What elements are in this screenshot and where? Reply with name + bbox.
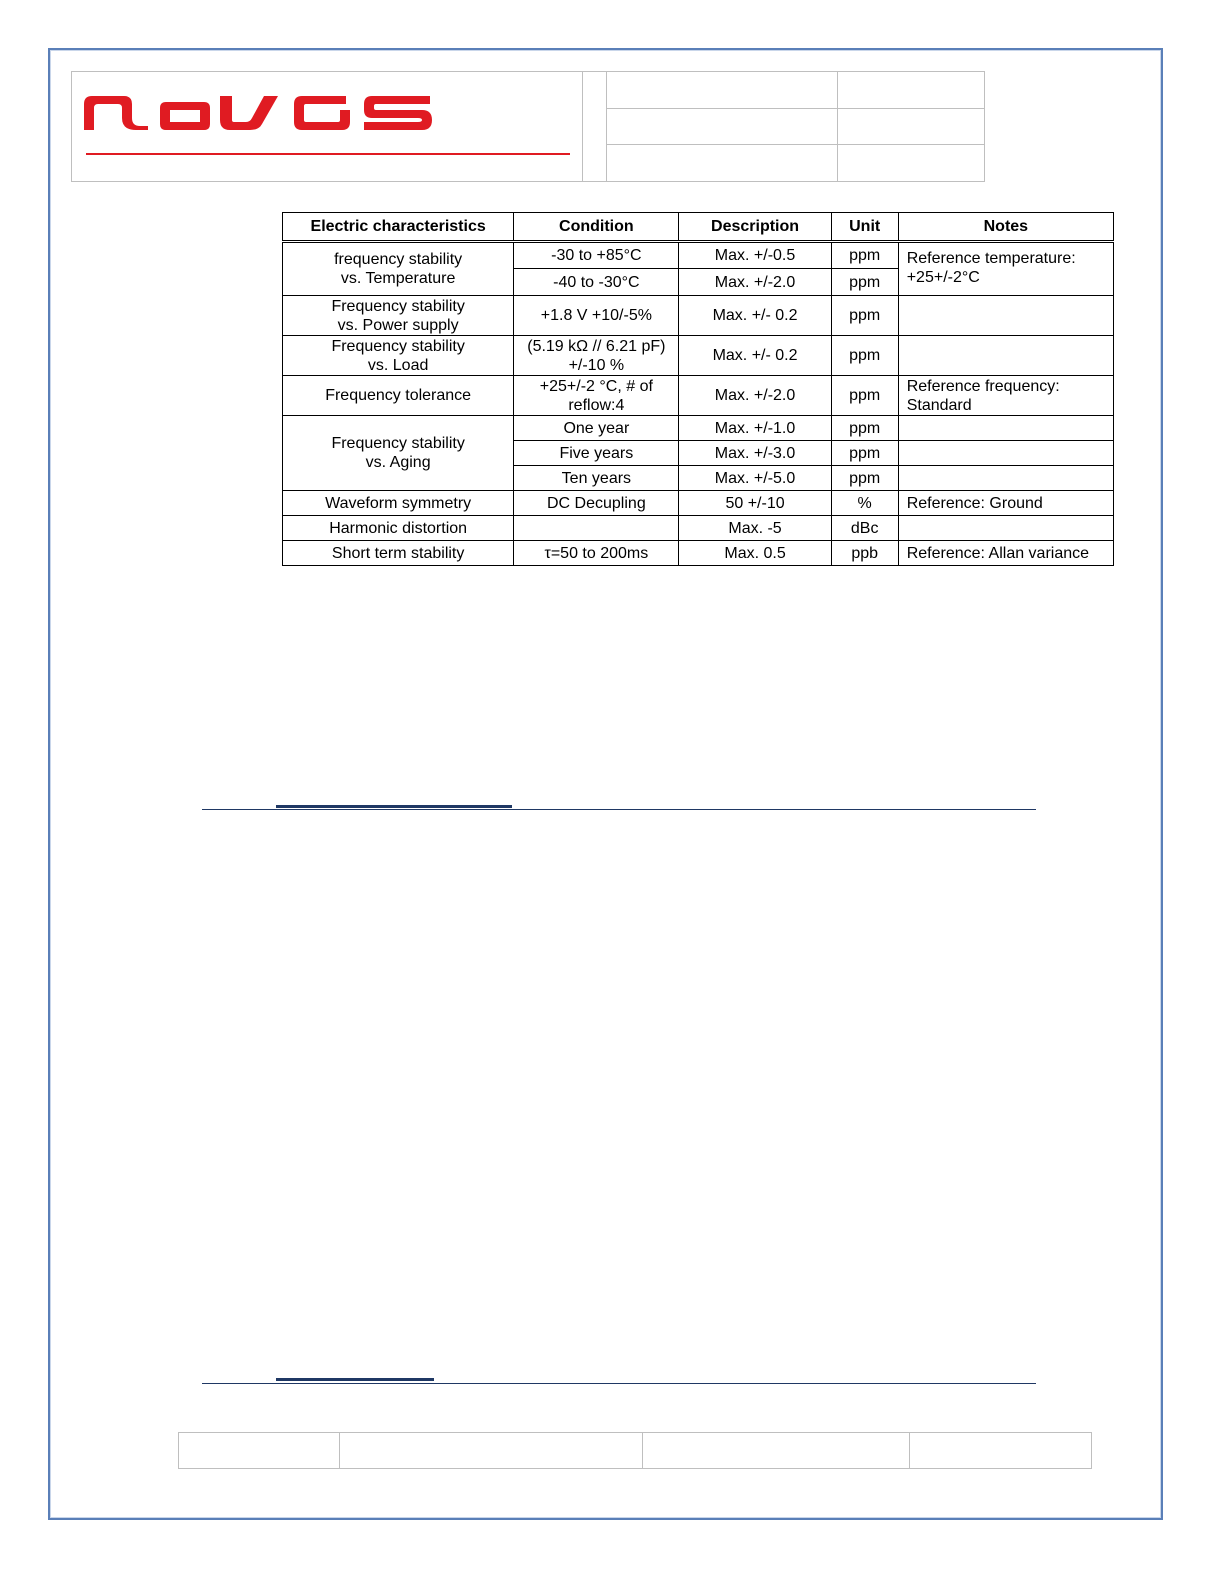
table-row xyxy=(283,416,1114,441)
header-cell: Notes xyxy=(898,213,1113,242)
description-cell: Max. +/-2.0 xyxy=(679,376,831,416)
unit-cell: ppm xyxy=(831,269,898,296)
description-cell: 50 +/-10 xyxy=(679,491,831,516)
unit-cell: ppm xyxy=(831,242,898,269)
condition-cell: Ten years xyxy=(514,466,679,491)
document-footer xyxy=(178,1432,1092,1469)
description-cell: Max. +/- 0.2 xyxy=(679,336,831,376)
footer-col-divider xyxy=(909,1433,910,1468)
characteristic-cell: Frequency stability vs. Aging xyxy=(283,416,514,491)
table-header-row xyxy=(283,213,1114,242)
unit-cell: ppm xyxy=(831,376,898,416)
notes-cell: Reference: Allan variance xyxy=(898,541,1113,566)
header-cell: Description xyxy=(679,213,831,242)
condition-cell: +25+/-2 °C, # of reflow:4 xyxy=(514,376,679,416)
header-row-divider xyxy=(606,108,984,109)
footer-col-divider xyxy=(339,1433,340,1468)
unit-cell: ppm xyxy=(831,296,898,336)
header-cell: Unit xyxy=(831,213,898,242)
logo-underline xyxy=(86,153,570,155)
unit-cell: dBc xyxy=(831,516,898,541)
table-row xyxy=(283,491,1114,516)
table-row xyxy=(283,336,1114,376)
electric-characteristics-table xyxy=(282,212,1114,566)
table-row xyxy=(283,296,1114,336)
document-header xyxy=(71,71,985,182)
table-row xyxy=(283,516,1114,541)
description-cell: Max. +/-0.5 xyxy=(679,242,831,269)
notes-cell xyxy=(898,466,1113,491)
unit-cell: ppm xyxy=(831,466,898,491)
unit-cell: ppm xyxy=(831,416,898,441)
characteristic-cell: frequency stability vs. Temperature xyxy=(283,242,514,296)
characteristic-cell: Waveform symmetry xyxy=(283,491,514,516)
logo-cell xyxy=(72,72,583,181)
table-row xyxy=(283,242,1114,269)
header-row-divider xyxy=(606,144,984,145)
condition-cell: DC Decupling xyxy=(514,491,679,516)
characteristic-cell: Frequency stability vs. Load xyxy=(283,336,514,376)
unit-cell: ppm xyxy=(831,336,898,376)
condition-cell: -30 to +85°C xyxy=(514,242,679,269)
characteristic-cell: Frequency tolerance xyxy=(283,376,514,416)
condition-cell: One year xyxy=(514,416,679,441)
condition-cell: -40 to -30°C xyxy=(514,269,679,296)
description-cell: Max. +/- 0.2 xyxy=(679,296,831,336)
condition-cell: +1.8 V +10/-5% xyxy=(514,296,679,336)
condition-cell xyxy=(514,516,679,541)
notes-cell: Reference: Ground xyxy=(898,491,1113,516)
notes-cell xyxy=(898,416,1113,441)
section-divider xyxy=(202,809,1036,810)
description-cell: Max. +/-2.0 xyxy=(679,269,831,296)
notes-cell xyxy=(898,336,1113,376)
notes-cell xyxy=(898,516,1113,541)
description-cell: Max. +/-1.0 xyxy=(679,416,831,441)
header-info-grid xyxy=(606,72,984,181)
unit-cell: ppm xyxy=(831,441,898,466)
characteristic-cell: Harmonic distortion xyxy=(283,516,514,541)
table-row xyxy=(283,376,1114,416)
header-cell: Electric characteristics xyxy=(283,213,514,242)
description-cell: Max. -5 xyxy=(679,516,831,541)
unit-cell: % xyxy=(831,491,898,516)
notes-cell xyxy=(898,296,1113,336)
description-cell: Max. 0.5 xyxy=(679,541,831,566)
navos-logo xyxy=(84,94,484,142)
section-heading-underline xyxy=(276,805,512,808)
condition-cell: Five years xyxy=(514,441,679,466)
characteristic-cell: Short term stability xyxy=(283,541,514,566)
notes-cell: Reference frequency: Standard xyxy=(898,376,1113,416)
unit-cell: ppb xyxy=(831,541,898,566)
description-cell: Max. +/-3.0 xyxy=(679,441,831,466)
notes-cell: Reference temperature: +25+/-2°C xyxy=(898,242,1113,296)
header-gap-cell xyxy=(582,72,607,181)
condition-cell: τ=50 to 200ms xyxy=(514,541,679,566)
header-col-divider xyxy=(837,72,838,181)
section-heading-underline xyxy=(276,1378,434,1381)
notes-cell xyxy=(898,441,1113,466)
section-divider xyxy=(202,1383,1036,1384)
header-cell: Condition xyxy=(514,213,679,242)
description-cell: Max. +/-5.0 xyxy=(679,466,831,491)
footer-col-divider xyxy=(642,1433,643,1468)
table-row xyxy=(283,541,1114,566)
characteristic-cell: Frequency stability vs. Power supply xyxy=(283,296,514,336)
condition-cell: (5.19 kΩ // 6.21 pF) +/-10 % xyxy=(514,336,679,376)
